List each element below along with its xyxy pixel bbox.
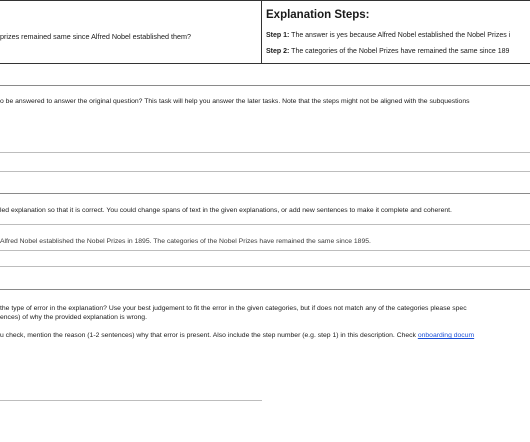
task3-instruction-line-2: ences) of why the provided explanation is wrong.: [0, 314, 147, 321]
task1-instruction: o be answered to answer the original question? This task will help you answer the later tasks. Note that the steps might not be aligned with the subquestions: [0, 98, 470, 105]
explanation-cell: [262, 1, 530, 63]
explanation-title: Explanation Steps:: [266, 9, 370, 21]
question-text: prizes remained same since Alfred Nobel established them?: [0, 32, 191, 41]
task3-instruction-text: u check, mention the reason (1-2 sentences) why that error is present. Also include the step number (e.g. step 1) in this description. Check: [0, 332, 418, 339]
explanation-step-2: [266, 48, 509, 55]
step-1-text: The answer is yes because Alfred Nobel established the Nobel Prizes i: [289, 32, 511, 39]
task3-instruction-line-3: [0, 332, 474, 339]
answer-line: [0, 171, 530, 172]
onboarding-docs-link[interactable]: onboarding docum: [417, 332, 475, 339]
answer-line: [0, 400, 262, 401]
explanation-table: [0, 0, 530, 64]
explanation-step-1: [266, 32, 510, 39]
answer-line: [0, 266, 530, 267]
step-1-label: Step 1:: [266, 32, 290, 39]
section-divider: [0, 193, 530, 194]
section-divider: [0, 85, 530, 86]
question-cell: [0, 1, 262, 63]
task2-instruction: led explanation so that it is correct. You could change spans of text in the given explanations, or add new sentences to make it complete and coherent.: [0, 207, 452, 214]
task3-instruction-line-1: the type of error in the explanation? Use your best judgement to fit the error in the given categories, but if does not match any of the categories please spec: [0, 305, 467, 312]
answer-line: [0, 152, 530, 153]
step-2-text: The categories of the Nobel Prizes have remained the same since 189: [289, 48, 510, 55]
edited-explanation-input[interactable]: Alfred Nobel established the Nobel Prizes in 1895. The categories of the Nobel Prizes have remained the same since 1895.: [0, 238, 371, 245]
input-top-border: [0, 224, 530, 225]
input-bottom-border: [0, 250, 530, 251]
step-2-label: Step 2:: [266, 48, 290, 55]
section-divider: [0, 289, 530, 290]
